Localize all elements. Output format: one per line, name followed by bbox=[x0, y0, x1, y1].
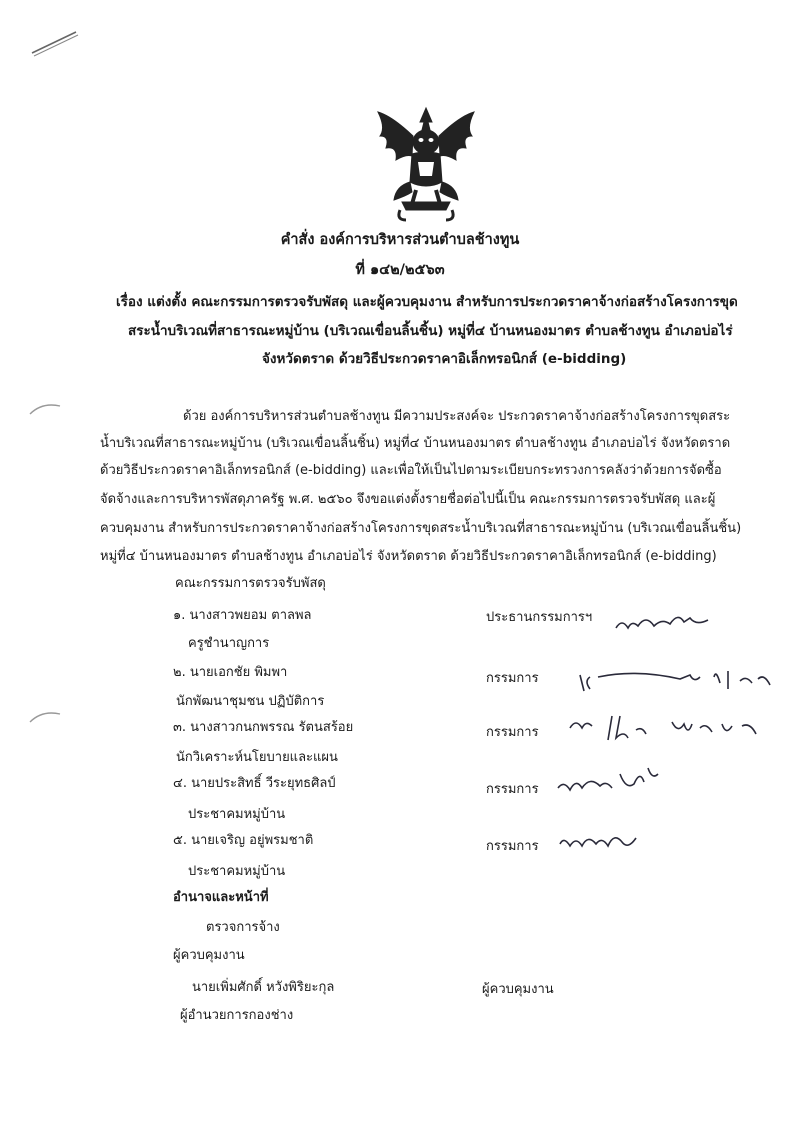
subject-line: จังหวัดตราด ด้วยวิธีประกวดราคาอิเล็กทรอนิกส์ (e-bidding) bbox=[262, 351, 627, 367]
member-name: ๑. นางสาวพยอม ตาลพล bbox=[173, 608, 312, 623]
staple-mark bbox=[30, 28, 80, 58]
supervisor-position: ผู้อำนวยการกองช่าง bbox=[180, 1008, 294, 1023]
body-line: ควบคุมงาน สำหรับการประกวดราคาจ้างก่อสร้างโครงการขุดสระน้ำบริเวณที่สาธารณะหมู่บ้าน (บริเวณเขื่อนลิ้นชิ้น) bbox=[100, 521, 742, 536]
member-role: กรรมการ bbox=[486, 782, 539, 797]
member-role: กรรมการ bbox=[486, 671, 539, 686]
duties-text: ตรวจการจ้าง bbox=[206, 920, 280, 935]
body-line: ด้วย องค์การบริหารส่วนตำบลช้างทูน มีความประสงค์จะ ประกวดราคาจ้างก่อสร้างโครงการขุดสระ bbox=[183, 409, 731, 424]
signature-2 bbox=[576, 655, 776, 695]
signature-5 bbox=[556, 822, 646, 856]
duties-heading: อำนาจและหน้าที่ bbox=[173, 890, 269, 905]
body-line: หมู่ที่๔ บ้านหนองมาตร ตำบลช้างทูน อำเภอบ่อไร่ จังหวัดตราด ด้วยวิธีประกวดราคาอิเล็กทรอนิกส์ (e-bidding) bbox=[100, 549, 717, 564]
supervisor-heading: ผู้ควบคุมงาน bbox=[173, 948, 245, 963]
body-line: จัดจ้างและการบริหารพัสดุภาครัฐ พ.ศ. ๒๕๖๐ จึงขอแต่งตั้งรายชื่อต่อไปนี้เป็น คณะกรรมการตรวจรับพัสดุ และผู้ bbox=[100, 492, 716, 507]
member-position: นักพัฒนาชุมชน ปฏิบัติการ bbox=[176, 694, 325, 709]
member-role: กรรมการ bbox=[486, 839, 539, 854]
member-name: ๓. นางสาวกนกพรรณ รัตนสร้อย bbox=[173, 720, 354, 735]
garuda-emblem-icon bbox=[372, 106, 480, 224]
member-position: ประชาคมหมู่บ้าน bbox=[188, 864, 286, 879]
member-name: ๕. นายเจริญ อยู่พรมชาติ bbox=[173, 833, 314, 848]
punch-hole-mark bbox=[28, 708, 62, 724]
body-line: ด้วยวิธีประกวดราคาอิเล็กทรอนิกส์ (e-bidding) และเพื่อให้เป็นไปตามระเบียบกระทรวงการคลังว่าด้วยการจัดซื้อ bbox=[100, 463, 722, 478]
signature-1 bbox=[612, 606, 712, 636]
supervisor-role: ผู้ควบคุมงาน bbox=[482, 982, 554, 997]
member-role: กรรมการ bbox=[486, 725, 539, 740]
punch-hole-mark bbox=[28, 400, 62, 416]
member-name: ๔. นายประสิทธิ์ วีระยุทธศิลป์ bbox=[173, 776, 336, 791]
order-title: คำสั่ง องค์การบริหารส่วนตำบลช้างทูน bbox=[280, 232, 520, 248]
member-position: ครูชำนาญการ bbox=[188, 636, 270, 651]
body-line: น้ำบริเวณที่สาธารณะหมู่บ้าน (บริเวณเขื่อนลิ้นชิ้น) หมู่ที่๔ บ้านหนองมาตร ตำบลช้างทูน อำเภอบ่อไร่ จังหวัดตราด bbox=[100, 436, 731, 451]
member-role: ประธานกรรมการฯ bbox=[486, 610, 593, 625]
supervisor-name: นายเพิ่มศักดิ์ หวังพิริยะกุล bbox=[192, 980, 335, 995]
committee-heading: คณะกรรมการตรวจรับพัสดุ bbox=[175, 576, 326, 591]
subject-line: สระน้ำบริเวณที่สาธารณะหมู่บ้าน (บริเวณเขื่อนลิ้นชิ้น) หมู่ที่๔ บ้านหนองมาตร ตำบลช้างทูน อำเภอบ่อไร่ bbox=[128, 323, 733, 339]
member-name: ๒. นายเอกชัย พิมพา bbox=[173, 665, 288, 680]
signature-4 bbox=[554, 760, 664, 800]
subject-line: เรื่อง แต่งตั้ง คณะกรรมการตรวจรับพัสดุ และผู้ควบคุมงาน สำหรับการประกวดราคาจ้างก่อสร้างโครงการขุด bbox=[116, 294, 738, 310]
member-position: นักวิเคราะห์นโยบายและแผน bbox=[176, 750, 338, 765]
order-number: ที่ ๑๔๒/๒๕๖๓ bbox=[355, 262, 445, 278]
signature-3 bbox=[566, 708, 766, 744]
member-position: ประชาคมหมู่บ้าน bbox=[188, 807, 286, 822]
